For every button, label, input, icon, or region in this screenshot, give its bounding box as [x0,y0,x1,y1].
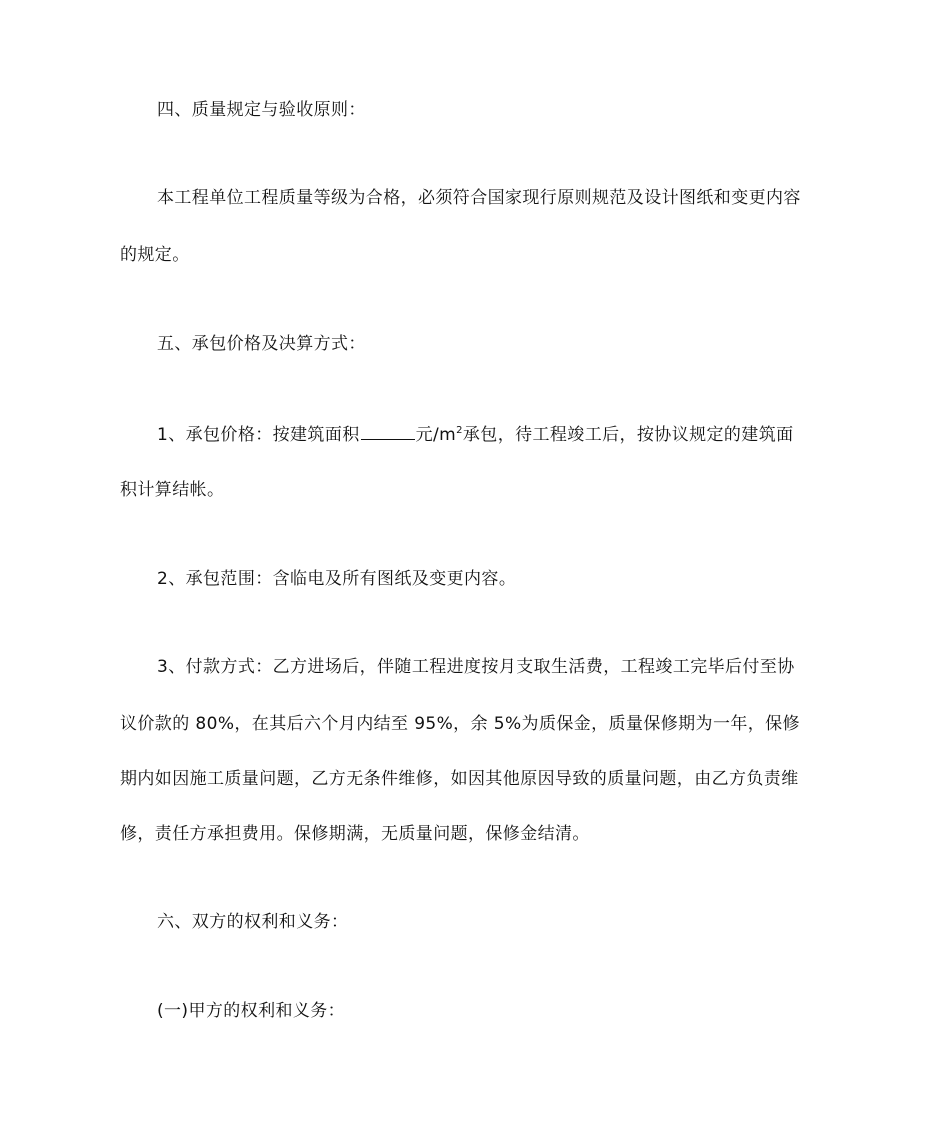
section6-sub1: (一)甲方的权利和义务： [157,1001,346,1021]
item1-unit-superscript: 2 [456,425,463,436]
item1-line1 [157,421,877,447]
item1-prefix: 1、承包价格：按建筑面积 [157,425,360,445]
item3-line1: 3、付款方式：乙方进场后，伴随工程进度按月支取生活费，工程竣工完毕后付至协 [157,657,795,677]
item3-line4: 修，责任方承担费用。保修期满，无质量问题，保修金结清。 [120,824,590,844]
price-blank-field [361,421,415,440]
section4-heading: 四、质量规定与验收原则： [157,100,366,120]
item1-line2: 积计算结帐。 [120,480,225,500]
item3-line2: 议价款的 80%，在其后六个月内结至 95%，余 5%为质保金，质量保修期为一年，保修 [120,714,800,734]
section4-body-line1: 本工程单位工程质量等级为合格，必须符合国家现行原则规范及设计图纸和变更内容 [157,188,801,208]
section4-body-line2: 的规定。 [120,245,190,265]
item2: 2、承包范围：含临电及所有图纸及变更内容。 [157,569,517,589]
item3-line3: 期内如因施工质量问题，乙方无条件维修，如因其他原因导致的质量问题，由乙方负责维 [120,769,799,789]
section5-heading: 五、承包价格及决算方式： [157,334,366,354]
item1-unit: 元/m [415,425,457,445]
section6-heading: 六、双方的权利和义务： [157,912,349,932]
item1-suffix: 承包，待工程竣工后，按协议规定的建筑面 [462,425,794,445]
